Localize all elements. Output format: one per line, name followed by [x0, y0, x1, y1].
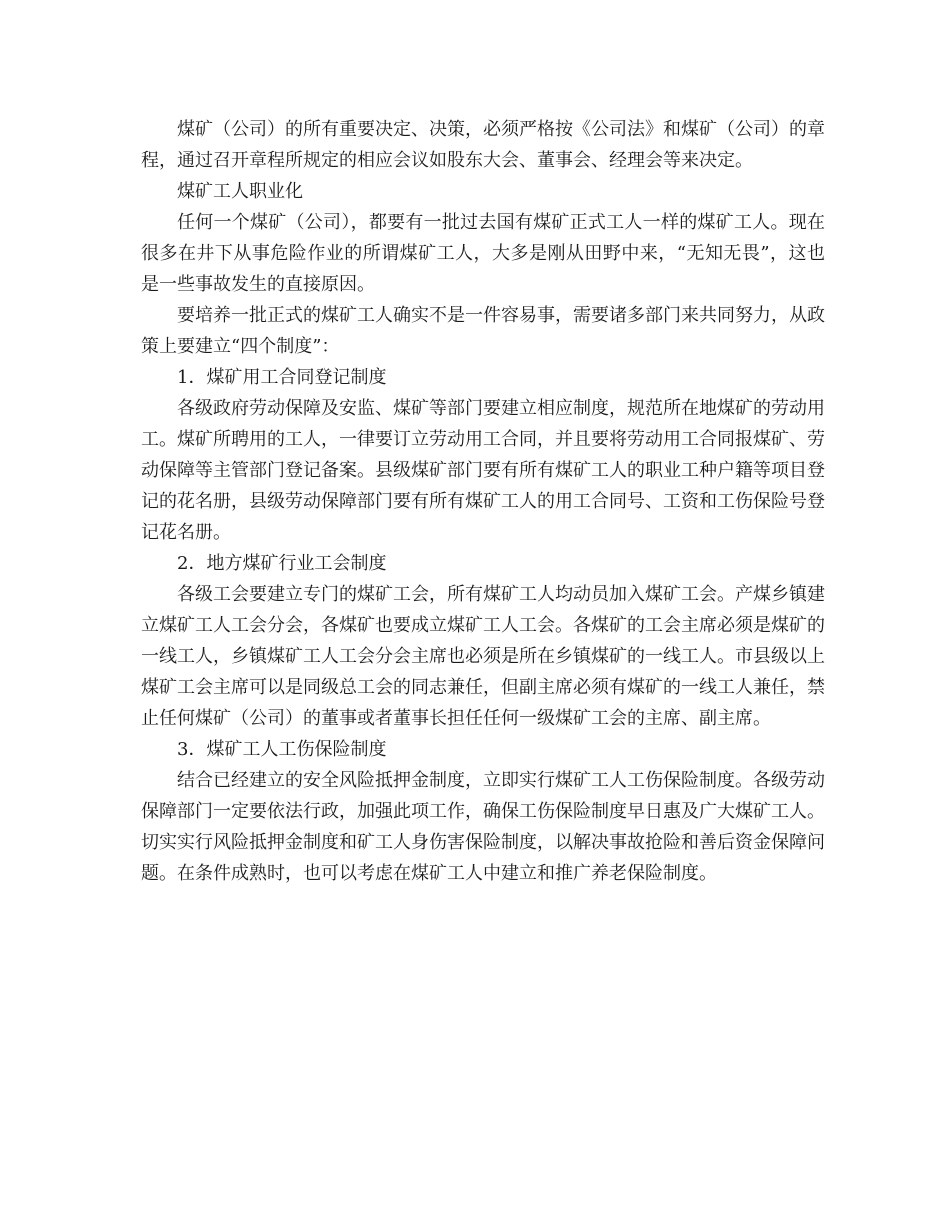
heading-contract-registration: 1．煤矿用工合同登记制度 [177, 367, 387, 388]
paragraph-trade-union: 各级工会要建立专门的煤矿工会，所有煤矿工人均动员加入煤矿工会。产煤乡镇建立煤矿工人工会分会，各煤矿也要成立煤矿工人工会。各煤矿的工会主席必须是煤矿的一线工人，乡镇煤矿工人工会分会主席也必须是所在乡镇煤矿的一线工人。市县级以上煤矿工会主席可以是同级总工会的同志兼任，但副主席必须有煤矿的一线工人兼任，禁止任何煤矿（公司）的董事或者董事长担任任何一级煤矿工会的主席、副主席。 [141, 584, 825, 729]
paragraph-four-systems: 要培养一批正式的煤矿工人确实不是一件容易事，需要诸多部门来共同努力，从政策上要建立“四个制度”： [141, 305, 825, 357]
heading-injury-insurance: 3．煤矿工人工伤保险制度 [177, 739, 387, 760]
paragraph-injury-insurance: 结合已经建立的安全风险抵押金制度，立即实行煤矿工人工伤保险制度。各级劳动保障部门一定要依法行政，加强此项工作，确保工伤保险制度早日惠及广大煤矿工人。切实实行风险抵押金制度和矿工人身伤害保险制度，以解决事故抢险和善后资金保障问题。在条件成熟时，也可以考虑在煤矿工人中建立和推广养老保险制度。 [141, 770, 825, 884]
document-body [141, 114, 825, 889]
heading-worker-professionalization: 煤矿工人职业化 [177, 181, 303, 202]
heading-trade-union: 2．地方煤矿行业工会制度 [177, 553, 387, 574]
paragraph-formal-workers: 任何一个煤矿（公司），都要有一批过去国有煤矿正式工人一样的煤矿工人。现在很多在井下从事危险作业的所谓煤矿工人，大多是刚从田野中来，“无知无畏”，这也是一些事故发生的直接原因。 [141, 212, 825, 295]
paragraph-decision-rules: 煤矿（公司）的所有重要决定、决策，必须严格按《公司法》和煤矿（公司）的章程，通过召开章程所规定的相应会议如股东大会、董事会、经理会等来决定。 [141, 119, 825, 171]
paragraph-contract-registration: 各级政府劳动保障及安监、煤矿等部门要建立相应制度，规范所在地煤矿的劳动用工。煤矿所聘用的工人，一律要订立劳动用工合同，并且要将劳动用工合同报煤矿、劳动保障等主管部门登记备案。县级煤矿部门要有所有煤矿工人的职业工种户籍等项目登记的花名册，县级劳动保障部门要有所有煤矿工人的用工合同号、工资和工伤保险号登记花名册。 [141, 398, 825, 543]
